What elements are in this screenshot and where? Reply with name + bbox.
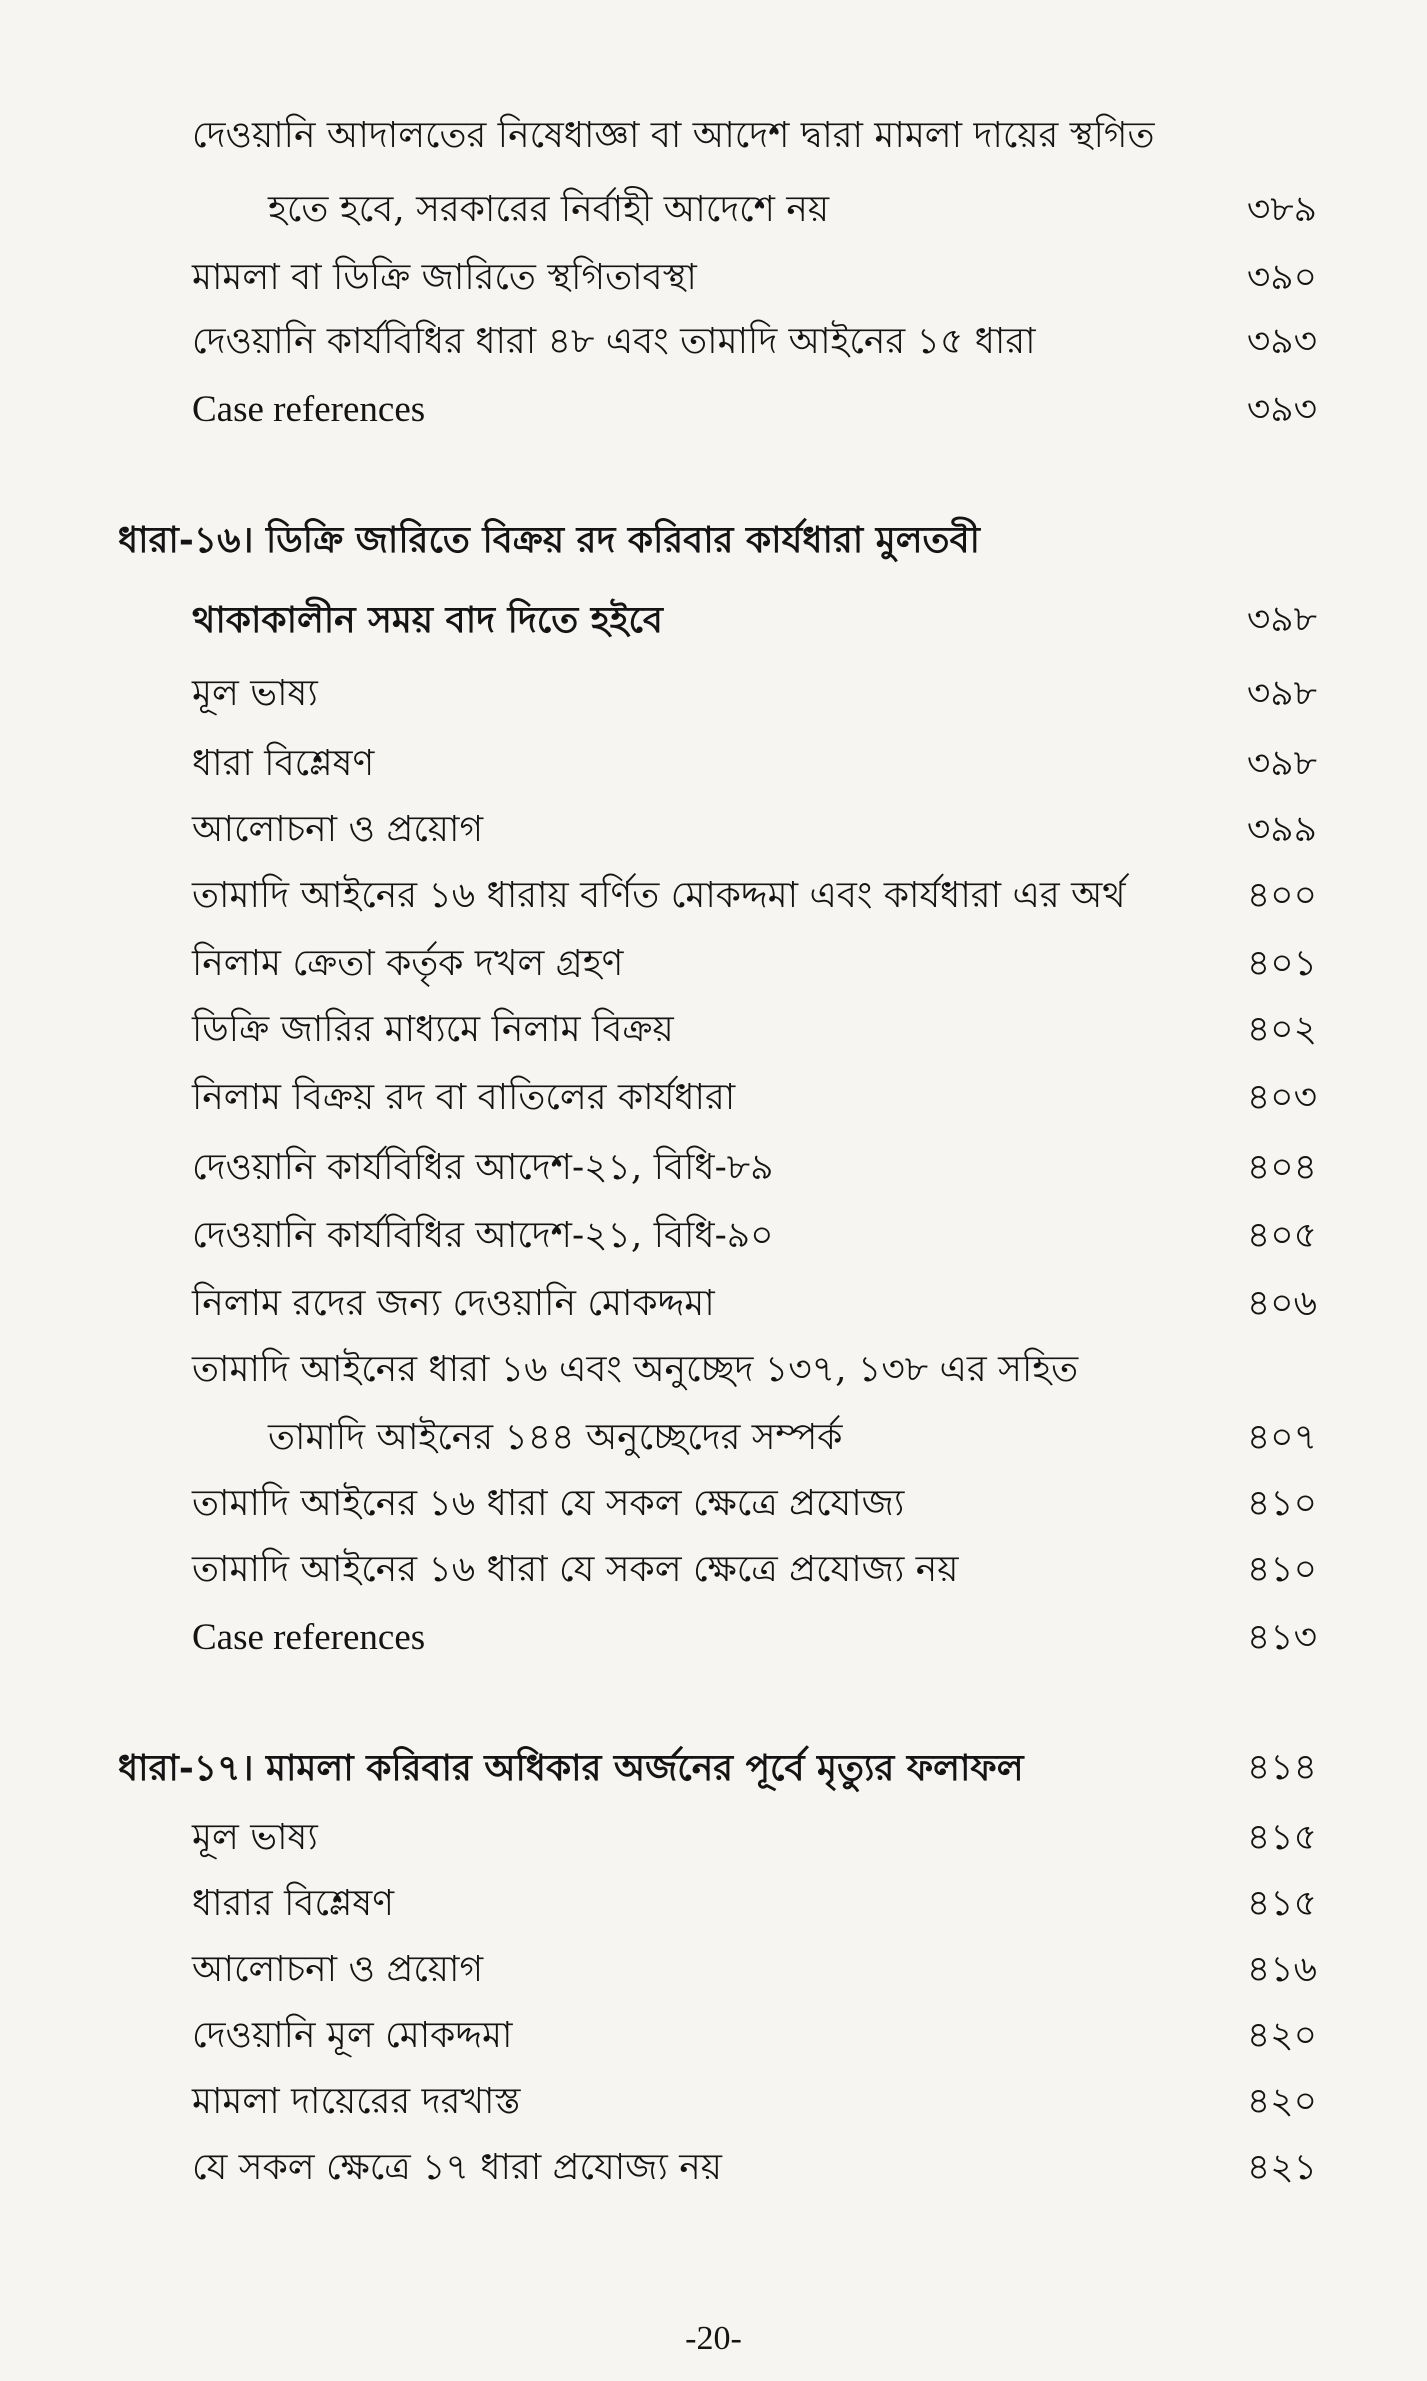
toc-entry [0, 670, 1427, 718]
toc-entry [0, 186, 1427, 234]
toc-entry [0, 386, 1427, 434]
entry-title: মামলা দায়েরের দরখাস্ত [192, 2081, 521, 2122]
entry-page: ৩৯০ [1246, 257, 1317, 298]
entry-title: মূল ভাষ্য [192, 1817, 318, 1858]
entry-page: ৪০৬ [1246, 1283, 1317, 1324]
entry-page: ৪১০ [1246, 1549, 1317, 1590]
section-title: থাকাকালীন সময় বাদ দিতে হইবে [192, 599, 663, 641]
toc-entry [0, 2144, 1427, 2192]
entry-page: ৪০৭ [1246, 1417, 1317, 1458]
entry-page: ৪১৩ [1246, 1617, 1317, 1658]
page-number: -20- [685, 2320, 742, 2357]
toc-entry [0, 318, 1427, 366]
entry-page: ৩৮৯ [1246, 189, 1317, 230]
entry-page: ৪১৫ [1246, 1883, 1317, 1924]
entry-title: নিলাম বিক্রয় রদ বা বাতিলের কার্যধারা [192, 1077, 736, 1118]
entry-title: ধারা বিশ্লেষণ [192, 743, 375, 784]
entry-page: ৩৯৩ [1246, 389, 1317, 430]
toc-entry [0, 872, 1427, 920]
entry-page: ৪১৫ [1246, 1817, 1317, 1858]
entry-page: ৪০১ [1246, 943, 1317, 984]
entry-page: ৪২০ [1246, 2015, 1317, 2056]
entry-title: Case references [192, 389, 426, 430]
entry-title: দেওয়ানি কার্যবিধির ধারা ৪৮ এবং তামাদি আইনের ১৫ ধারা [192, 321, 1036, 362]
entry-page: ৩৯৯ [1246, 809, 1317, 850]
entry-page: ৪০০ [1246, 875, 1317, 916]
entry-title: ধারার বিশ্লেষণ [192, 1883, 395, 1924]
entry-title: দেওয়ানি আদালতের নিষেধাজ্ঞা বা আদেশ দ্বারা মামলা দায়ের স্থগিত [192, 115, 1155, 156]
toc-entry [0, 1346, 1427, 1394]
toc-entry [0, 1614, 1427, 1662]
toc-entry [0, 1546, 1427, 1594]
entry-page: ৪১৪ [1246, 1747, 1317, 1788]
entry-title: ডিক্রি জারির মাধ্যমে নিলাম বিক্রয় [192, 1009, 674, 1050]
entry-title: দেওয়ানি কার্যবিধির আদেশ-২১, বিধি-৮৯ [192, 1147, 774, 1188]
toc-entry [0, 1480, 1427, 1528]
entry-page: ৪২১ [1246, 2147, 1317, 2188]
section-heading [0, 516, 1427, 564]
entry-page: ৪০৪ [1246, 1147, 1317, 1188]
toc-entry [0, 2078, 1427, 2126]
entry-title: Case references [192, 1617, 426, 1658]
entry-title: আলোচনা ও প্রয়োগ [192, 1949, 484, 1990]
section-title: ধারা-১৭। মামলা করিবার অধিকার অর্জনের পূর্বে মৃত্যুর ফলাফল [118, 1747, 1024, 1789]
toc-entry [0, 2012, 1427, 2060]
entry-title: তামাদি আইনের ১৬ ধারায় বর্ণিত মোকদ্দমা এবং কার্যধারা এর অর্থ [192, 875, 1126, 916]
entry-title: মূল ভাষ্য [192, 673, 318, 714]
toc-entry [0, 740, 1427, 788]
section-heading [0, 596, 1427, 644]
entry-page: ৪০৫ [1246, 1215, 1317, 1256]
entry-page: ৩৯৮ [1246, 599, 1317, 640]
entry-title: তামাদি আইনের ১৪৪ অনুচ্ছেদের সম্পর্ক [268, 1417, 843, 1458]
entry-title: মামলা বা ডিক্রি জারিতে স্থগিতাবস্থা [192, 257, 697, 298]
entry-page: ৪০৩ [1246, 1077, 1317, 1118]
section-title: ধারা-১৬। ডিক্রি জারিতে বিক্রয় রদ করিবার কার্যধারা মুলতবী [118, 519, 980, 561]
entry-page: ৩৯৮ [1246, 743, 1317, 784]
entry-page: ৩৯৩ [1246, 321, 1317, 362]
toc-entry [0, 1280, 1427, 1328]
entry-page: ৪২০ [1246, 2081, 1317, 2122]
entry-page: ৩৯৮ [1246, 673, 1317, 714]
section-heading [0, 1744, 1427, 1792]
entry-title: তামাদি আইনের ১৬ ধারা যে সকল ক্ষেত্রে প্রযোজ্য নয় [192, 1549, 959, 1590]
entry-page: ৪০২ [1246, 1009, 1317, 1050]
entry-title: তামাদি আইনের ধারা ১৬ এবং অনুচ্ছেদ ১৩৭, ১৩৮ এর সহিত [192, 1349, 1079, 1390]
toc-entry [0, 940, 1427, 988]
toc-entry [0, 1946, 1427, 1994]
toc-entry [0, 1814, 1427, 1862]
entry-title: আলোচনা ও প্রয়োগ [192, 809, 484, 850]
entry-page: ৪১৬ [1246, 1949, 1317, 1990]
toc-entry [0, 1006, 1427, 1054]
toc-entry [0, 1212, 1427, 1260]
entry-title: নিলাম রদের জন্য দেওয়ানি মোকদ্দমা [192, 1283, 715, 1324]
entry-title: তামাদি আইনের ১৬ ধারা যে সকল ক্ষেত্রে প্রযোজ্য [192, 1483, 905, 1524]
toc-entry [0, 806, 1427, 854]
toc-entry [0, 1414, 1427, 1462]
toc-entry [0, 254, 1427, 302]
entry-title: যে সকল ক্ষেত্রে ১৭ ধারা প্রযোজ্য নয় [192, 2147, 722, 2188]
toc-entry [0, 1880, 1427, 1928]
entry-page: ৪১০ [1246, 1483, 1317, 1524]
entry-title: হতে হবে, সরকারের নির্বাহী আদেশে নয় [268, 189, 830, 230]
entry-title: দেওয়ানি কার্যবিধির আদেশ-২১, বিধি-৯০ [192, 1215, 774, 1256]
toc-entry [0, 1074, 1427, 1122]
toc-entry [0, 1144, 1427, 1192]
entry-title: নিলাম ক্রেতা কর্তৃক দখল গ্রহণ [192, 943, 624, 984]
entry-title: দেওয়ানি মূল মোকদ্দমা [192, 2015, 513, 2056]
toc-entry [0, 112, 1427, 160]
